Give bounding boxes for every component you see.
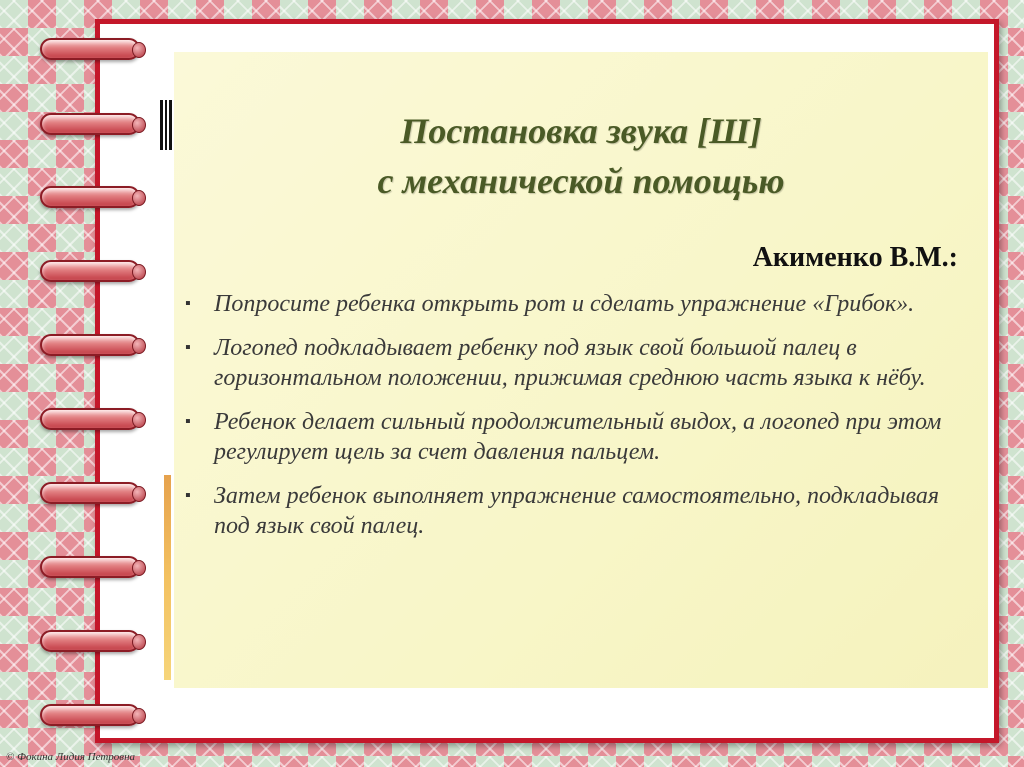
spiral-ring-icon xyxy=(40,334,140,356)
square-bullet-icon: ▪ xyxy=(185,487,191,504)
spiral-ring-icon xyxy=(40,38,140,60)
instruction-text: Логопед подкладывает ребенку под язык свой большой палец в горизонтальном положении, прижимая среднюю часть языка к нёбу. xyxy=(214,335,926,391)
author-watermark: © Фокина Лидия Петровна xyxy=(6,751,136,763)
spiral-ring-icon xyxy=(40,408,140,430)
instruction-text: Попросите ребенка открыть рот и сделать упражнение «Грибок». xyxy=(214,291,915,317)
square-bullet-icon: ▪ xyxy=(185,413,191,430)
spiral-ring-icon xyxy=(40,113,140,135)
instruction-item xyxy=(182,333,972,393)
instruction-list xyxy=(182,289,972,555)
accent-bar xyxy=(160,100,172,150)
slide-title-line-2: с механической помощью xyxy=(377,161,785,201)
slide-title-line-1: Постановка звука [Ш] xyxy=(400,111,762,151)
instruction-item xyxy=(182,481,972,541)
spiral-ring-icon xyxy=(40,556,140,578)
square-bullet-icon: ▪ xyxy=(185,339,191,356)
spiral-ring-icon xyxy=(40,630,140,652)
instruction-item xyxy=(182,407,972,467)
slide-title xyxy=(174,106,988,206)
square-bullet-icon: ▪ xyxy=(185,295,191,312)
spiral-ring-icon xyxy=(40,704,140,726)
spiral-ring-icon xyxy=(40,260,140,282)
spiral-ring-icon xyxy=(40,482,140,504)
side-stripe xyxy=(164,475,171,680)
spiral-ring-icon xyxy=(40,186,140,208)
instruction-text: Ребенок делает сильный продолжительный выдох, а логопед при этом регулирует щель за счет давления пальцем. xyxy=(214,409,942,465)
author-name: Акименко В.М.: xyxy=(752,242,958,273)
instruction-text: Затем ребенок выполняет упражнение самостоятельно, подкладывая под язык свой палец. xyxy=(214,483,940,539)
instruction-item xyxy=(182,289,972,319)
